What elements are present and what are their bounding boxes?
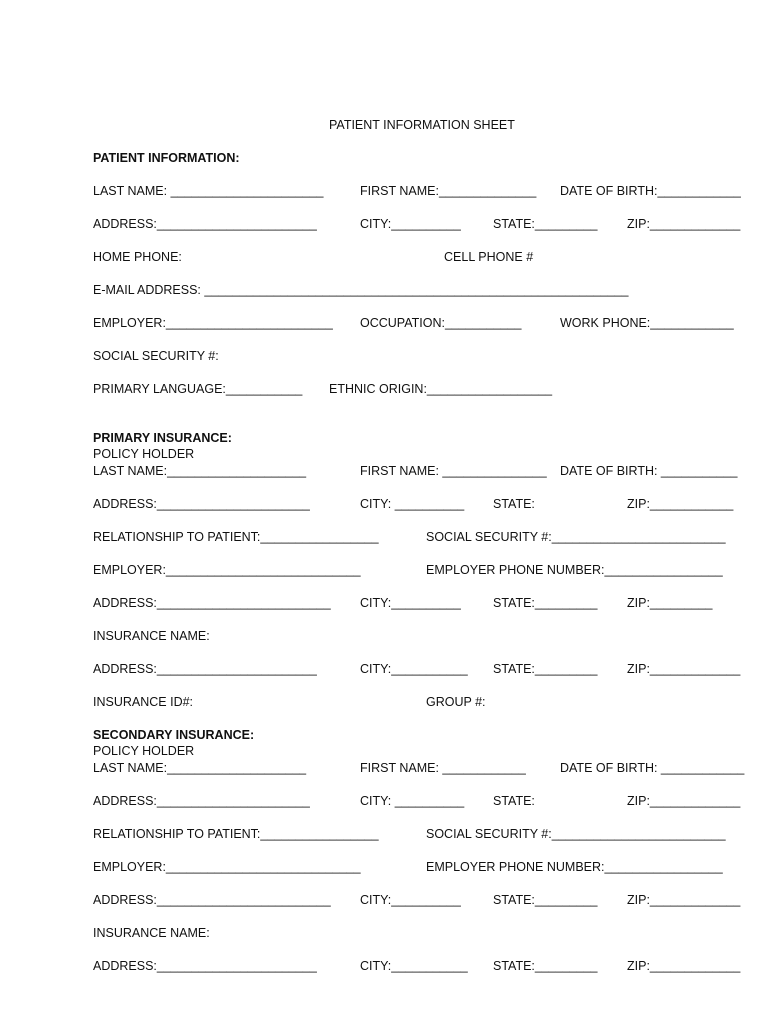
- patient-address-field[interactable]: ADDRESS:_______________________: [93, 217, 317, 231]
- secondary-insurance-name-field[interactable]: INSURANCE NAME:: [93, 926, 210, 940]
- secondary-insurance-zip-field[interactable]: ZIP:_____________: [627, 959, 741, 973]
- primary-insurance-city-field[interactable]: CITY:___________: [360, 662, 468, 676]
- patient-employer-field[interactable]: EMPLOYER:________________________: [93, 316, 333, 330]
- primary-group-field[interactable]: GROUP #:: [426, 695, 486, 709]
- primary-state-field[interactable]: STATE:: [493, 497, 535, 511]
- primary-policy-holder-label: POLICY HOLDER: [93, 447, 195, 461]
- primary-ssn-field[interactable]: SOCIAL SECURITY #:_________________________: [426, 530, 726, 544]
- primary-insurance-state-field[interactable]: STATE:_________: [493, 662, 598, 676]
- patient-first-name-field[interactable]: FIRST NAME:______________: [360, 184, 537, 198]
- patient-home-phone-field[interactable]: HOME PHONE:: [93, 250, 182, 264]
- page-title: PATIENT INFORMATION SHEET: [329, 118, 515, 132]
- secondary-insurance-city-field[interactable]: CITY:___________: [360, 959, 468, 973]
- patient-email-field[interactable]: E-MAIL ADDRESS: _____________________________________________________________: [93, 283, 629, 297]
- patient-language-field[interactable]: PRIMARY LANGUAGE:___________: [93, 382, 303, 396]
- secondary-employer-address-field[interactable]: ADDRESS:_________________________: [93, 893, 331, 907]
- secondary-employer-state-field[interactable]: STATE:_________: [493, 893, 598, 907]
- primary-insurance-id-field[interactable]: INSURANCE ID#:: [93, 695, 194, 709]
- secondary-dob-field[interactable]: DATE OF BIRTH: ____________: [560, 761, 745, 775]
- primary-zip-field[interactable]: ZIP:____________: [627, 497, 734, 511]
- secondary-policy-holder-label: POLICY HOLDER: [93, 744, 195, 758]
- patient-ethnic-origin-field[interactable]: ETHNIC ORIGIN:__________________: [329, 382, 553, 396]
- secondary-zip-field[interactable]: ZIP:_____________: [627, 794, 741, 808]
- secondary-last-name-field[interactable]: LAST NAME:____________________: [93, 761, 307, 775]
- primary-relationship-field[interactable]: RELATIONSHIP TO PATIENT:_________________: [93, 530, 379, 544]
- primary-city-field[interactable]: CITY: __________: [360, 497, 465, 511]
- secondary-relationship-field[interactable]: RELATIONSHIP TO PATIENT:_________________: [93, 827, 379, 841]
- primary-employer-city-field[interactable]: CITY:__________: [360, 596, 461, 610]
- primary-dob-field[interactable]: DATE OF BIRTH: ___________: [560, 464, 738, 478]
- patient-zip-field[interactable]: ZIP:_____________: [627, 217, 741, 231]
- secondary-first-name-field[interactable]: FIRST NAME: ____________: [360, 761, 526, 775]
- patient-occupation-field[interactable]: OCCUPATION:___________: [360, 316, 522, 330]
- patient-dob-field[interactable]: DATE OF BIRTH:____________: [560, 184, 741, 198]
- primary-employer-field[interactable]: EMPLOYER:____________________________: [93, 563, 361, 577]
- secondary-insurance-address-field[interactable]: ADDRESS:_______________________: [93, 959, 317, 973]
- primary-employer-state-field[interactable]: STATE:_________: [493, 596, 598, 610]
- patient-state-field[interactable]: STATE:_________: [493, 217, 598, 231]
- primary-insurance-zip-field[interactable]: ZIP:_____________: [627, 662, 741, 676]
- patient-city-field[interactable]: CITY:__________: [360, 217, 461, 231]
- secondary-employer-phone-field[interactable]: EMPLOYER PHONE NUMBER:_________________: [426, 860, 723, 874]
- secondary-employer-city-field[interactable]: CITY:__________: [360, 893, 461, 907]
- primary-last-name-field[interactable]: LAST NAME:____________________: [93, 464, 307, 478]
- primary-insurance-address-field[interactable]: ADDRESS:_______________________: [93, 662, 317, 676]
- secondary-employer-field[interactable]: EMPLOYER:____________________________: [93, 860, 361, 874]
- patient-ssn-field[interactable]: SOCIAL SECURITY #:: [93, 349, 219, 363]
- primary-address-field[interactable]: ADDRESS:______________________: [93, 497, 310, 511]
- secondary-address-field[interactable]: ADDRESS:______________________: [93, 794, 310, 808]
- patient-work-phone-field[interactable]: WORK PHONE:____________: [560, 316, 734, 330]
- secondary-insurance-state-field[interactable]: STATE:_________: [493, 959, 598, 973]
- secondary-city-field[interactable]: CITY: __________: [360, 794, 465, 808]
- primary-first-name-field[interactable]: FIRST NAME: _______________: [360, 464, 547, 478]
- patient-cell-phone-field[interactable]: CELL PHONE #: [444, 250, 534, 264]
- secondary-ssn-field[interactable]: SOCIAL SECURITY #:_________________________: [426, 827, 726, 841]
- secondary-state-field[interactable]: STATE:: [493, 794, 535, 808]
- patient-last-name-field[interactable]: LAST NAME: ______________________: [93, 184, 324, 198]
- primary-employer-address-field[interactable]: ADDRESS:_________________________: [93, 596, 331, 610]
- primary-employer-zip-field[interactable]: ZIP:_________: [627, 596, 713, 610]
- primary-employer-phone-field[interactable]: EMPLOYER PHONE NUMBER:_________________: [426, 563, 723, 577]
- primary-insurance-heading: PRIMARY INSURANCE:: [93, 431, 232, 445]
- secondary-insurance-heading: SECONDARY INSURANCE:: [93, 728, 255, 742]
- primary-insurance-name-field[interactable]: INSURANCE NAME:: [93, 629, 210, 643]
- patient-info-heading: PATIENT INFORMATION:: [93, 151, 240, 165]
- secondary-employer-zip-field[interactable]: ZIP:_____________: [627, 893, 741, 907]
